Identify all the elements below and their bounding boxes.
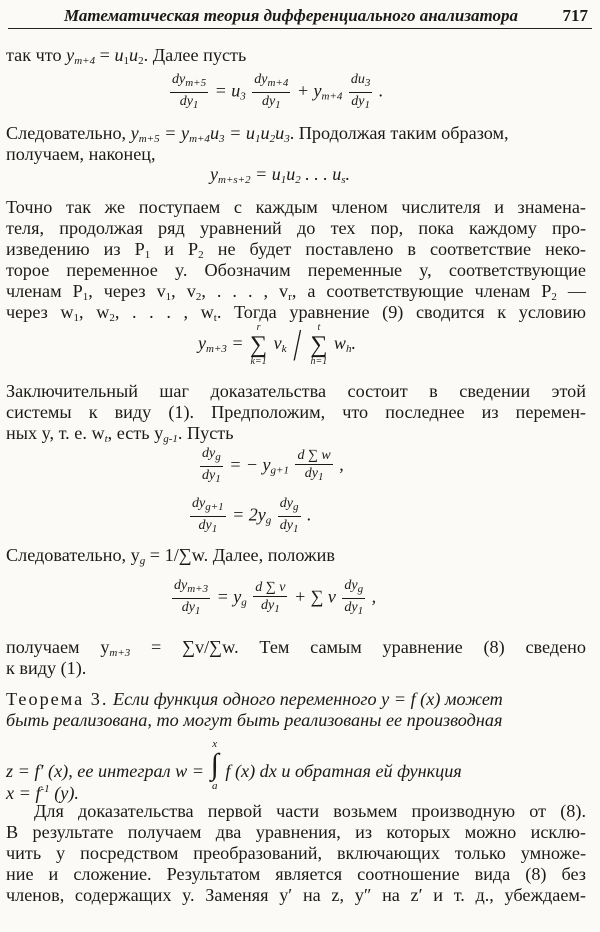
text-line: через $w_1$, $w_2$, . . . , $w_t$. Тогда уравнение (9) сводится к условию [6, 302, 586, 324]
text-line: В результате получаем два уравнения, из которых можно исклю- [6, 822, 586, 842]
text-line: Точно так же поступаем с каждым членом числителя и знамена- [6, 197, 586, 217]
equation-6: $\frac{dy_{m+3}}{dy_1}$ = $y_g$ $\frac{d \sum v}{dy_1}$ + ∑ v $\frac{dy_g}{dy_1}$ , [174, 578, 377, 617]
text-line: торое переменное y. Обозначим переменные y, соответствующие [6, 260, 586, 280]
text-line: к виду (1). [6, 658, 87, 678]
text-line: чить y посредством преобразований, включающих только умноже- [6, 843, 586, 863]
text-line: ние и сложение. Результатом является соотношение вида (8) без [6, 864, 586, 884]
text-line: Для доказательства первой части возьмем производную от (8). [34, 801, 586, 821]
running-title: Математическая теория дифференциального анализатора [64, 6, 518, 25]
text-line: изведению из $P_1$ и $P_2$ не будет поставлено в соответствие неко- [6, 239, 586, 261]
equation-3: $y_{m+3}$ = r ∑ k=1 $v_k$ / t ∑ h=1 $w_h$. [198, 319, 356, 370]
theorem-line: быть реализована, то могут быть реализованы ее производная [6, 710, 503, 730]
page-number: 717 [562, 6, 588, 25]
equation-1: $\frac{dy_{m+5}}{dy_1}$ = $u_3$ $\frac{dy_{m+4}}{dy_1}$ + $y_{m+4}$ $\frac{du_3}{dy_1}$ . [172, 72, 384, 111]
equation-4: $\frac{dy_g}{dy_1}$ = − $y_{g+1}$ $\frac{d \sum w}{dy_1}$ , [202, 446, 344, 485]
text-line: получаем, наконец, [6, 144, 156, 164]
page-header [8, 6, 592, 29]
text-line: теля, продолжая ряд уравнений до тех пор, пока каждому про- [6, 218, 586, 238]
equation-5: $\frac{dy_{g+1}}{dy_1}$ = $2y_g$ $\frac{dy_g}{dy_1}$ . [192, 496, 312, 535]
theorem-line: z = f′ (x), ее интеграл w = x ∫ a f (x) dx и обратная ей функция [6, 738, 462, 792]
text-line: получаем $y_{m+3} = \sum v/\sum w$. Тем самым уравнение (8) сведено [6, 637, 586, 659]
text-line: Следовательно, $y_g = 1/\sum w$. Далее, положив [6, 545, 335, 567]
theorem-line: Теорема 3. Если функция одного переменного y = f (x) может [6, 689, 503, 709]
text-line: Следовательно, $y_{m+5} = y_{m+4}u_3 = u_1u_2u_3$. Продолжая таким образом, [6, 123, 509, 145]
equation-2: $y_{m+s+2} = u_1u_2$ . . . $u_s$. [210, 164, 351, 186]
text-line: так что $y_{m+4} = u_1u_2$. Далее пусть [6, 45, 247, 67]
text-line: членам $P_1$, через $v_1$, $v_2$, . . . , $v_r$, а соответствующие членам $P_2$ — [6, 281, 587, 303]
text-line: Заключительный шаг доказательства состоит в сведении этой [6, 381, 586, 401]
theorem-line: $x = f^{-1}$ (y). [6, 783, 79, 804]
text-line: ных y, т. е. $w_t$, есть $y_{g-1}$. Пусть [6, 423, 234, 445]
text-line: системы к виду (1). Предположим, что последнее из перемен- [6, 402, 586, 422]
text-line: членов, содержащих y. Заменяя y′ на z, y″ на z′ и т. д., убеждаем- [6, 885, 586, 905]
